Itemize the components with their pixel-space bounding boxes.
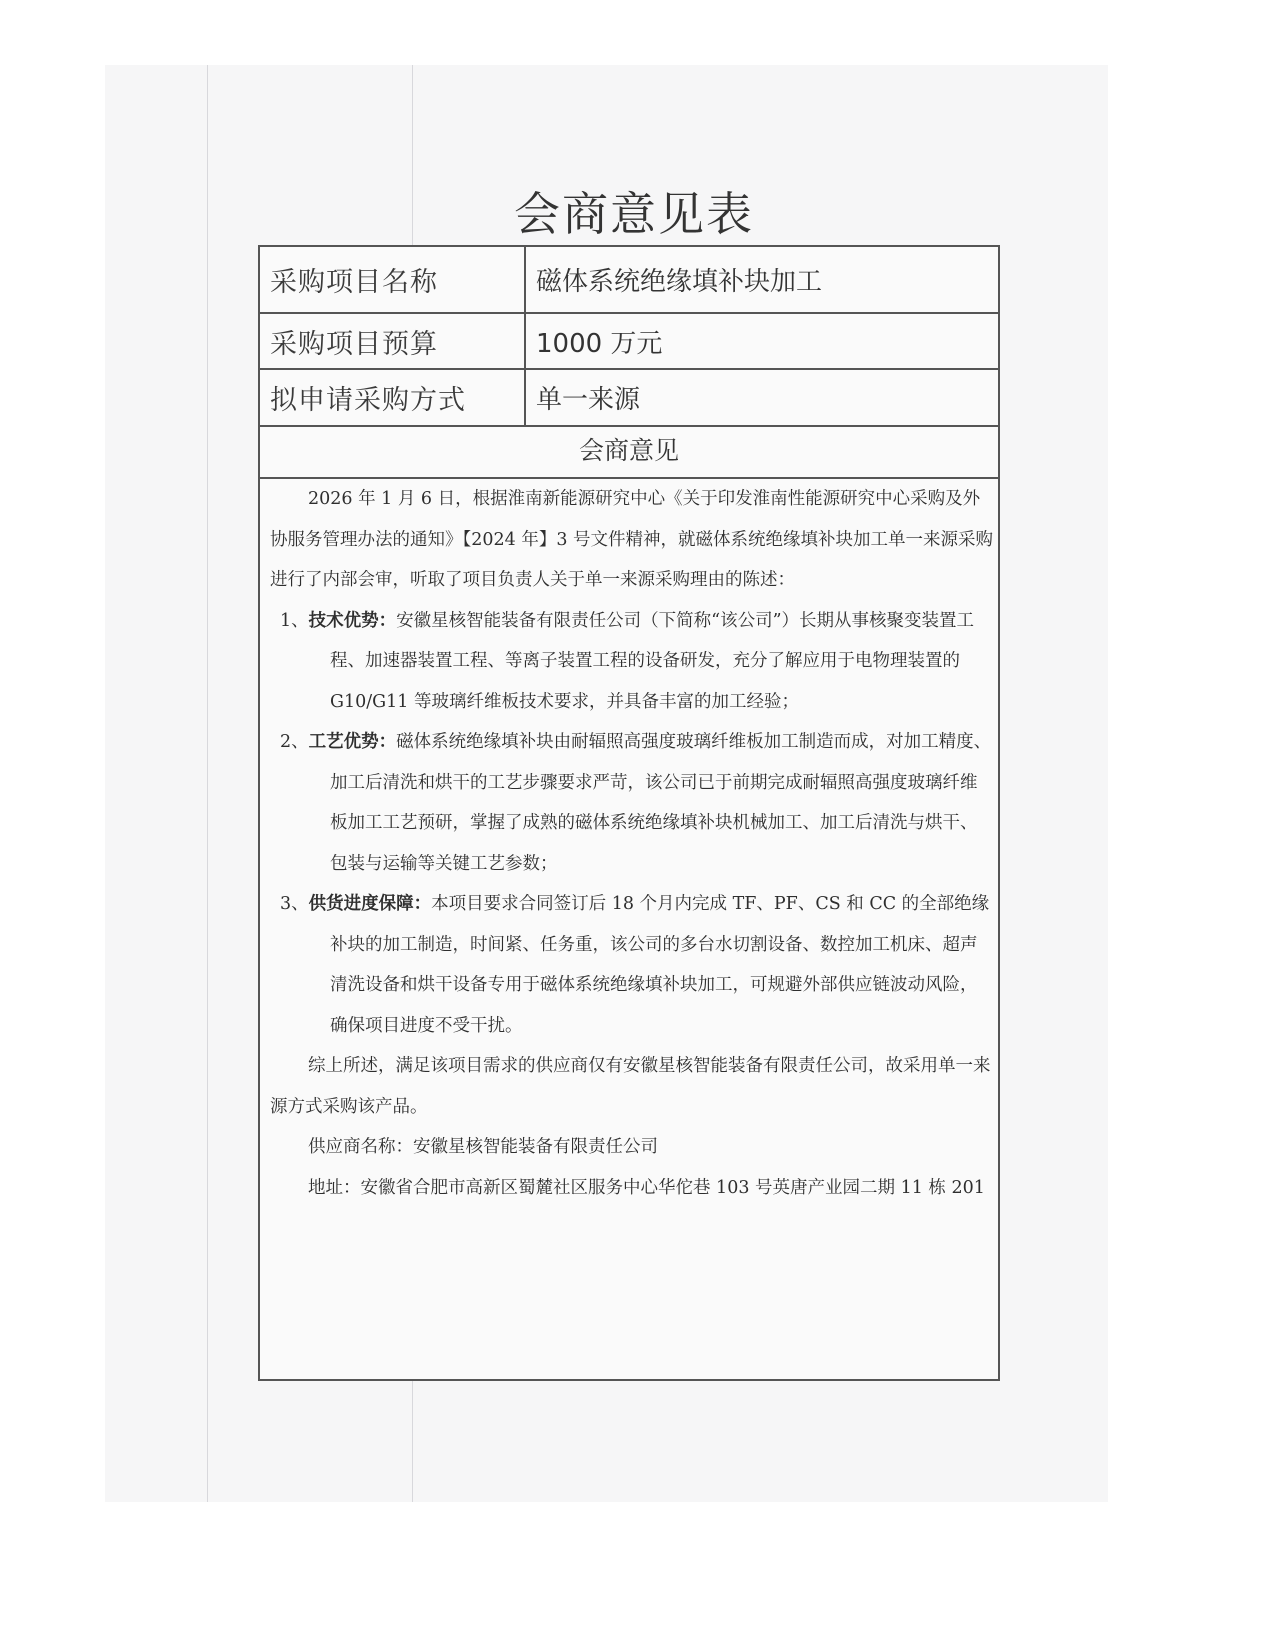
table-row-project-name (260, 247, 998, 314)
opinion-body (270, 479, 994, 1208)
opinion-item-1 (270, 601, 994, 723)
table-row-procurement-method (260, 370, 998, 427)
opinion-item-2 (270, 722, 994, 884)
item-text: 安徽星核智能装备有限责任公司（下简称“该公司”）长期从事核聚变装置工程、加速器装置工程、等离子装置工程的设备研发，充分了解应用于电物理装置的 G10/G11 等玻璃纤维板技术要求，并具备丰富的加工经验； (330, 610, 975, 712)
opinion-intro: 2026 年 1 月 6 日，根据淮南新能源研究中心《关于印发淮南性能源研究中心采购及外协服务管理办法的通知》【2024 年】3 号文件精神，就磁体系统绝缘填补块加工单一来源采购进行了内部会审，听取了项目负责人关于单一来源采购理由的陈述： (270, 489, 994, 590)
item-heading: 工艺优势： (308, 732, 397, 752)
opinion-conclusion: 综上所述，满足该项目需求的供应商仅有安徽星核智能装备有限责任公司，故采用单一来源方式采购该产品。 (270, 1056, 991, 1117)
opinion-section-heading: 会商意见 (260, 427, 998, 479)
address-label: 地址： (308, 1177, 361, 1198)
procurement-method-value: 单一来源 (536, 385, 641, 415)
address-value: 安徽省合肥市高新区蜀麓社区服务中心华佗巷 103 号英唐产业园二期 11 栋 201 (360, 1177, 985, 1198)
budget-label: 采购项目预算 (260, 314, 526, 368)
item-number: 2、 (280, 732, 309, 752)
document-title: 会商意见表 (514, 187, 754, 241)
consultation-form-table (258, 245, 1000, 1381)
supplier-label: 供应商名称： (308, 1137, 413, 1157)
supplier-line (270, 1127, 994, 1168)
item-text: 本项目要求合同签订后 18 个月内完成 TF、PF、CS 和 CC 的全部绝缘补块的加工制造，时间紧、任务重，该公司的多台水切割设备、数控加工机床、超声清洗设备和烘干设备专用于磁体系统绝缘填补块加工，可规避外部供应链波动风险，确保项目进度不受干扰。 (330, 894, 990, 1036)
budget-value: 1000 万元 (536, 328, 663, 359)
item-heading: 技术优势： (308, 610, 397, 631)
item-heading: 供货进度保障： (308, 894, 432, 914)
item-number: 3、 (280, 894, 309, 914)
table-row-budget (260, 314, 998, 370)
item-text: 磁体系统绝缘填补块由耐辐照高强度玻璃纤维板加工制造而成，对加工精度、加工后清洗和烘干的工艺步骤要求严苛，该公司已于前期完成耐辐照高强度玻璃纤维板加工工艺预研，掌握了成熟的磁体系统绝缘填补块机械加工、加工后清洗与烘干、包装与运输等关键工艺参数； (330, 732, 992, 874)
address-line (270, 1168, 994, 1209)
supplier-name: 安徽星核智能装备有限责任公司 (413, 1137, 658, 1157)
fold-line (207, 65, 208, 1502)
project-name-label: 采购项目名称 (260, 247, 526, 312)
item-number: 1、 (280, 610, 309, 631)
procurement-method-label: 拟申请采购方式 (260, 370, 526, 425)
opinion-item-3 (270, 884, 994, 1046)
project-name-value: 磁体系统绝缘填补块加工 (536, 267, 823, 297)
